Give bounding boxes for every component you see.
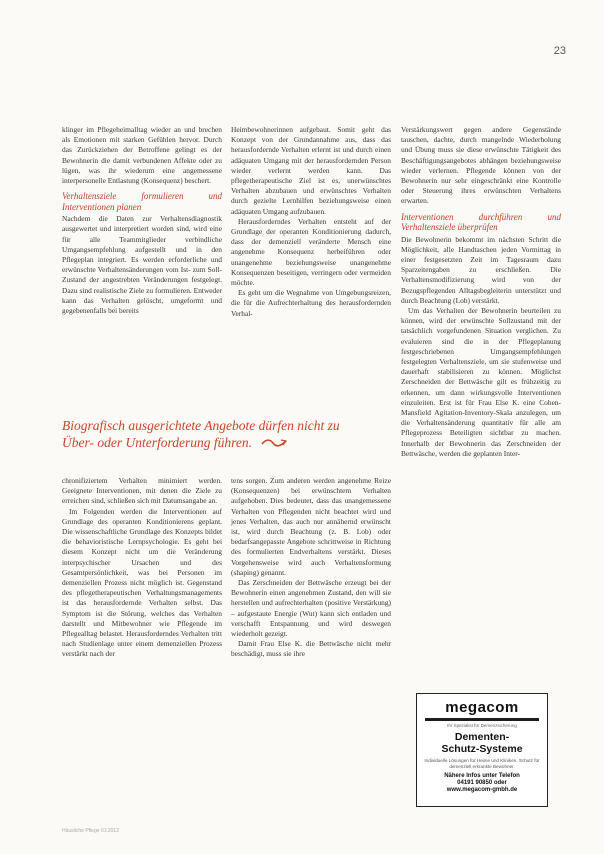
paragraph: chronifiziertem Verhalten minimiert werden. Geeignete Interventionen, mit denen die Ziele zu erreichen sind, schließen sich mit Datumsangabe an. [62, 476, 222, 506]
pull-quote [62, 417, 482, 452]
paragraph: klinger im Pflegeheimalltag wieder an und brechen als Emotionen mit starken Gefühlen hervor. Durch das Zurückziehen der Betroffene gelingt es der Bewohnerin die damit verbundenen Affekte oder zu lügen, was ihr wiederum eine angemessene interpersonelle Entlastung (Konsequenz) beschert. [62, 125, 222, 186]
paragraph: tens sorgen. Zum anderen werden angenehme Reize (Konsequenzen) bei erwünschtem Verhalten aufgehoben. Dies bedeutet, dass das unangemessene Verhalten von Pflegenden nicht beachtet wird und jenes Verhalten, das auch nur annähernd erwünscht ist, wird durch Beachtung (z. B. Lob) oder bedarfsangepasste Angebote schrittweise in Richtung des formulierten Endverhaltens verstärkt. Dieses Vorgehensweise wird auch Verhaltensformung (shaping) genannt. [231, 476, 391, 577]
pull-quote-line-1: Biografisch ausgerichtete Angebote dürfen nicht zu [62, 418, 340, 433]
paragraph: Herausforderndes Verhalten entsteht auf der Grundlage der operanten Konditionierung dadurch, dass der demenziell veränderte Mensch eine angenehme Konsequenz herbeiführen oder unangenehme beziehungsweise unangenehme Konsequenzen beseitigen, verringern oder vermeiden möchte. [231, 216, 391, 288]
ad-contact: Nähere Infos unter Telefon 04191 90850 oder www.megacom-gmbh.de [417, 773, 547, 794]
article-column-1 [62, 125, 222, 322]
ad-headline: Dementen- Schutz-Systeme [441, 731, 523, 755]
paragraph: Um das Verhalten der Bewohnerin beurteilen zu können, wird der erwünschte Sollzustand mit der tatsächlich vorgefundenen Situation verglichen. Zu evaluieren sind die in der Pflegeplanung festgeschriebenen Umgangsempfehlungen festgelegten Verhaltensziele, um sie stufenweise und dauerhaft stabilisieren zu können. Möglichst Zerschneiden der Bettwäsche gilt es frühzeitig zu erkennen, um dann wirkungsvolle Interventionen einzuleiten. Erst ist für Frau Else K. eine Cohen-Mansfield Agitation-Inventory-Skala anzulegen, um die Verhaltensänderung quantitativ für alle am Pflegeprozess Beteiligten sichtbar zu machen. Innerhalb der Bewohnerin das Zerschneiden der Bettwäsche, werden die geplanten Inter- [401, 306, 561, 458]
paragraph: Damit Frau Else K. die Bettwäsche nicht mehr beschädigt, muss sie ihre [231, 639, 391, 659]
page-footer: Häusliche Pflege 01 2012 [62, 828, 119, 834]
paragraph: Im Folgenden werden die Interventionen auf Grundlage des operanten Konditionierens geplant. Die wissenschaftliche Grundlage des Konzepts bildet die behavioristische Lernpsychologie. Es geht bei diesem Konzept nicht um die Veränderung interpsychischer Ursachen und des Gesamtpersönlichkeit, was bei Personen im demenziellen Prozess nicht möglich ist. Gegenstand des pflegetherapeutischen Verhaltungsmanagements ist das herausfordernde Verhalten selbst. Das Symptom ist die Störung, welches das Verhalten darstellt und Mitbewohner wie Pflegende im Pflegealltag belastet. Herausforderndes Verhalten tritt nach Studienlage unter einem demenziellen Prozess verstärkt nach der [62, 506, 222, 659]
paragraph: Heimbewohnerinnen aufgebaut. Somit geht das Konzept von der Grundannahme aus, dass das herausfordernde Verhalten erlernt ist und durch einen adäquaten Umgang mit der herausfordernden Person wieder verlernt werden kann. Das pflegetherapeutische Ziel ist es, unerwünschtes Verhalten abzubauen und erwünschtes Verhalten durch gezielte Lernhilfen beziehungsweise einen adäquaten Umgang aufzubauen. [231, 125, 391, 216]
ad-tagline: Ihr Spezialist für Demenzsicherung [447, 723, 517, 728]
paragraph: Die Bewohnerin bekommt im nächsten Schritt die Möglichkeit, alle Handtaschen jeden Vormittag in einer festgesetzten Zeit im Tagesraum dazu Sparzeitengaben zu erschließen. Die Verhaltensmodifizierung wird von der Bezugspflegenden Alltagsbegleiterin unterstützt und durch Beachtung (Lob) verstärkt. [401, 234, 561, 305]
page-number: 23 [553, 45, 566, 57]
decorative-swash-icon [261, 435, 287, 452]
section-heading: Interventionen durchführen und Verhaltensziele überprüfen [401, 211, 561, 233]
advertisement-megacom[interactable] [416, 693, 548, 807]
ad-brand-logo: megacom [445, 699, 519, 716]
article-column-3 [401, 125, 561, 458]
pull-quote-line-2: Über- oder Unterforderung führen. [62, 435, 252, 450]
ad-description: Individuelle Lösungen für Heime und Kliniken. Schutz für demenziell erkrankte Bewohner. [424, 758, 540, 769]
ad-website-link[interactable]: www.megacom-gmbh.de [446, 786, 518, 793]
paragraph: Verstärkungswert gegen andere Gegenstände tauschen, dachte, durch mangelnde Wiederholung und Übung muss sie diese erwünschte Tätigkeit des Beschäftigungsangebotes abhängen beziehungsweise wieder verlernen. Pflegende können von der Bewohnerin nur sehr eingeschränkt eine Kontrolle oder Steuerung ihres erwünschten Verhaltens erwarten. [401, 125, 561, 206]
paragraph: Nachdem die Daten zur Verhaltensdiagnostik ausgewertet und interpretiert worden sind, wird eine für alle Teammitglieder verbindliche Umgangsempfehlung aufgestellt und in den Pflegeplan integriert. Es werden erforderliche und erwünschte Verhaltensänderungen vom Ist- zum Soll-Zustand der angestrebten Veränderungen festgelegt. Dazu sind realistische Ziele zu formulieren. Entweder kann das Verhalten gelöscht, umgeformt und gegebenenfalls bei bereits [62, 214, 222, 316]
article-column-6 [401, 476, 561, 678]
section-heading: Verhaltensziele formulieren und Interventionen planen [62, 191, 222, 212]
article-column-5 [231, 476, 391, 806]
paragraph: Es geht um die Wegnahme von Umgebungsreizen, die für die Aufrechterhaltung des herausfordernden Verhal- [231, 288, 391, 318]
article-column-2 [231, 125, 391, 322]
paragraph: Das Zerschneiden der Bettwäsche erzeugt bei der Bewohnerin einen angenehmen Zustand, den will sie herstellen und aufrechterhalten (positive Verstärkung) – aufgestaute Energie (Wut) kann sich entladen und verschafft Entspannung und wird deswegen wiederholt gezeigt. [231, 578, 391, 639]
article-column-4 [62, 476, 222, 806]
ad-divider [425, 718, 539, 721]
